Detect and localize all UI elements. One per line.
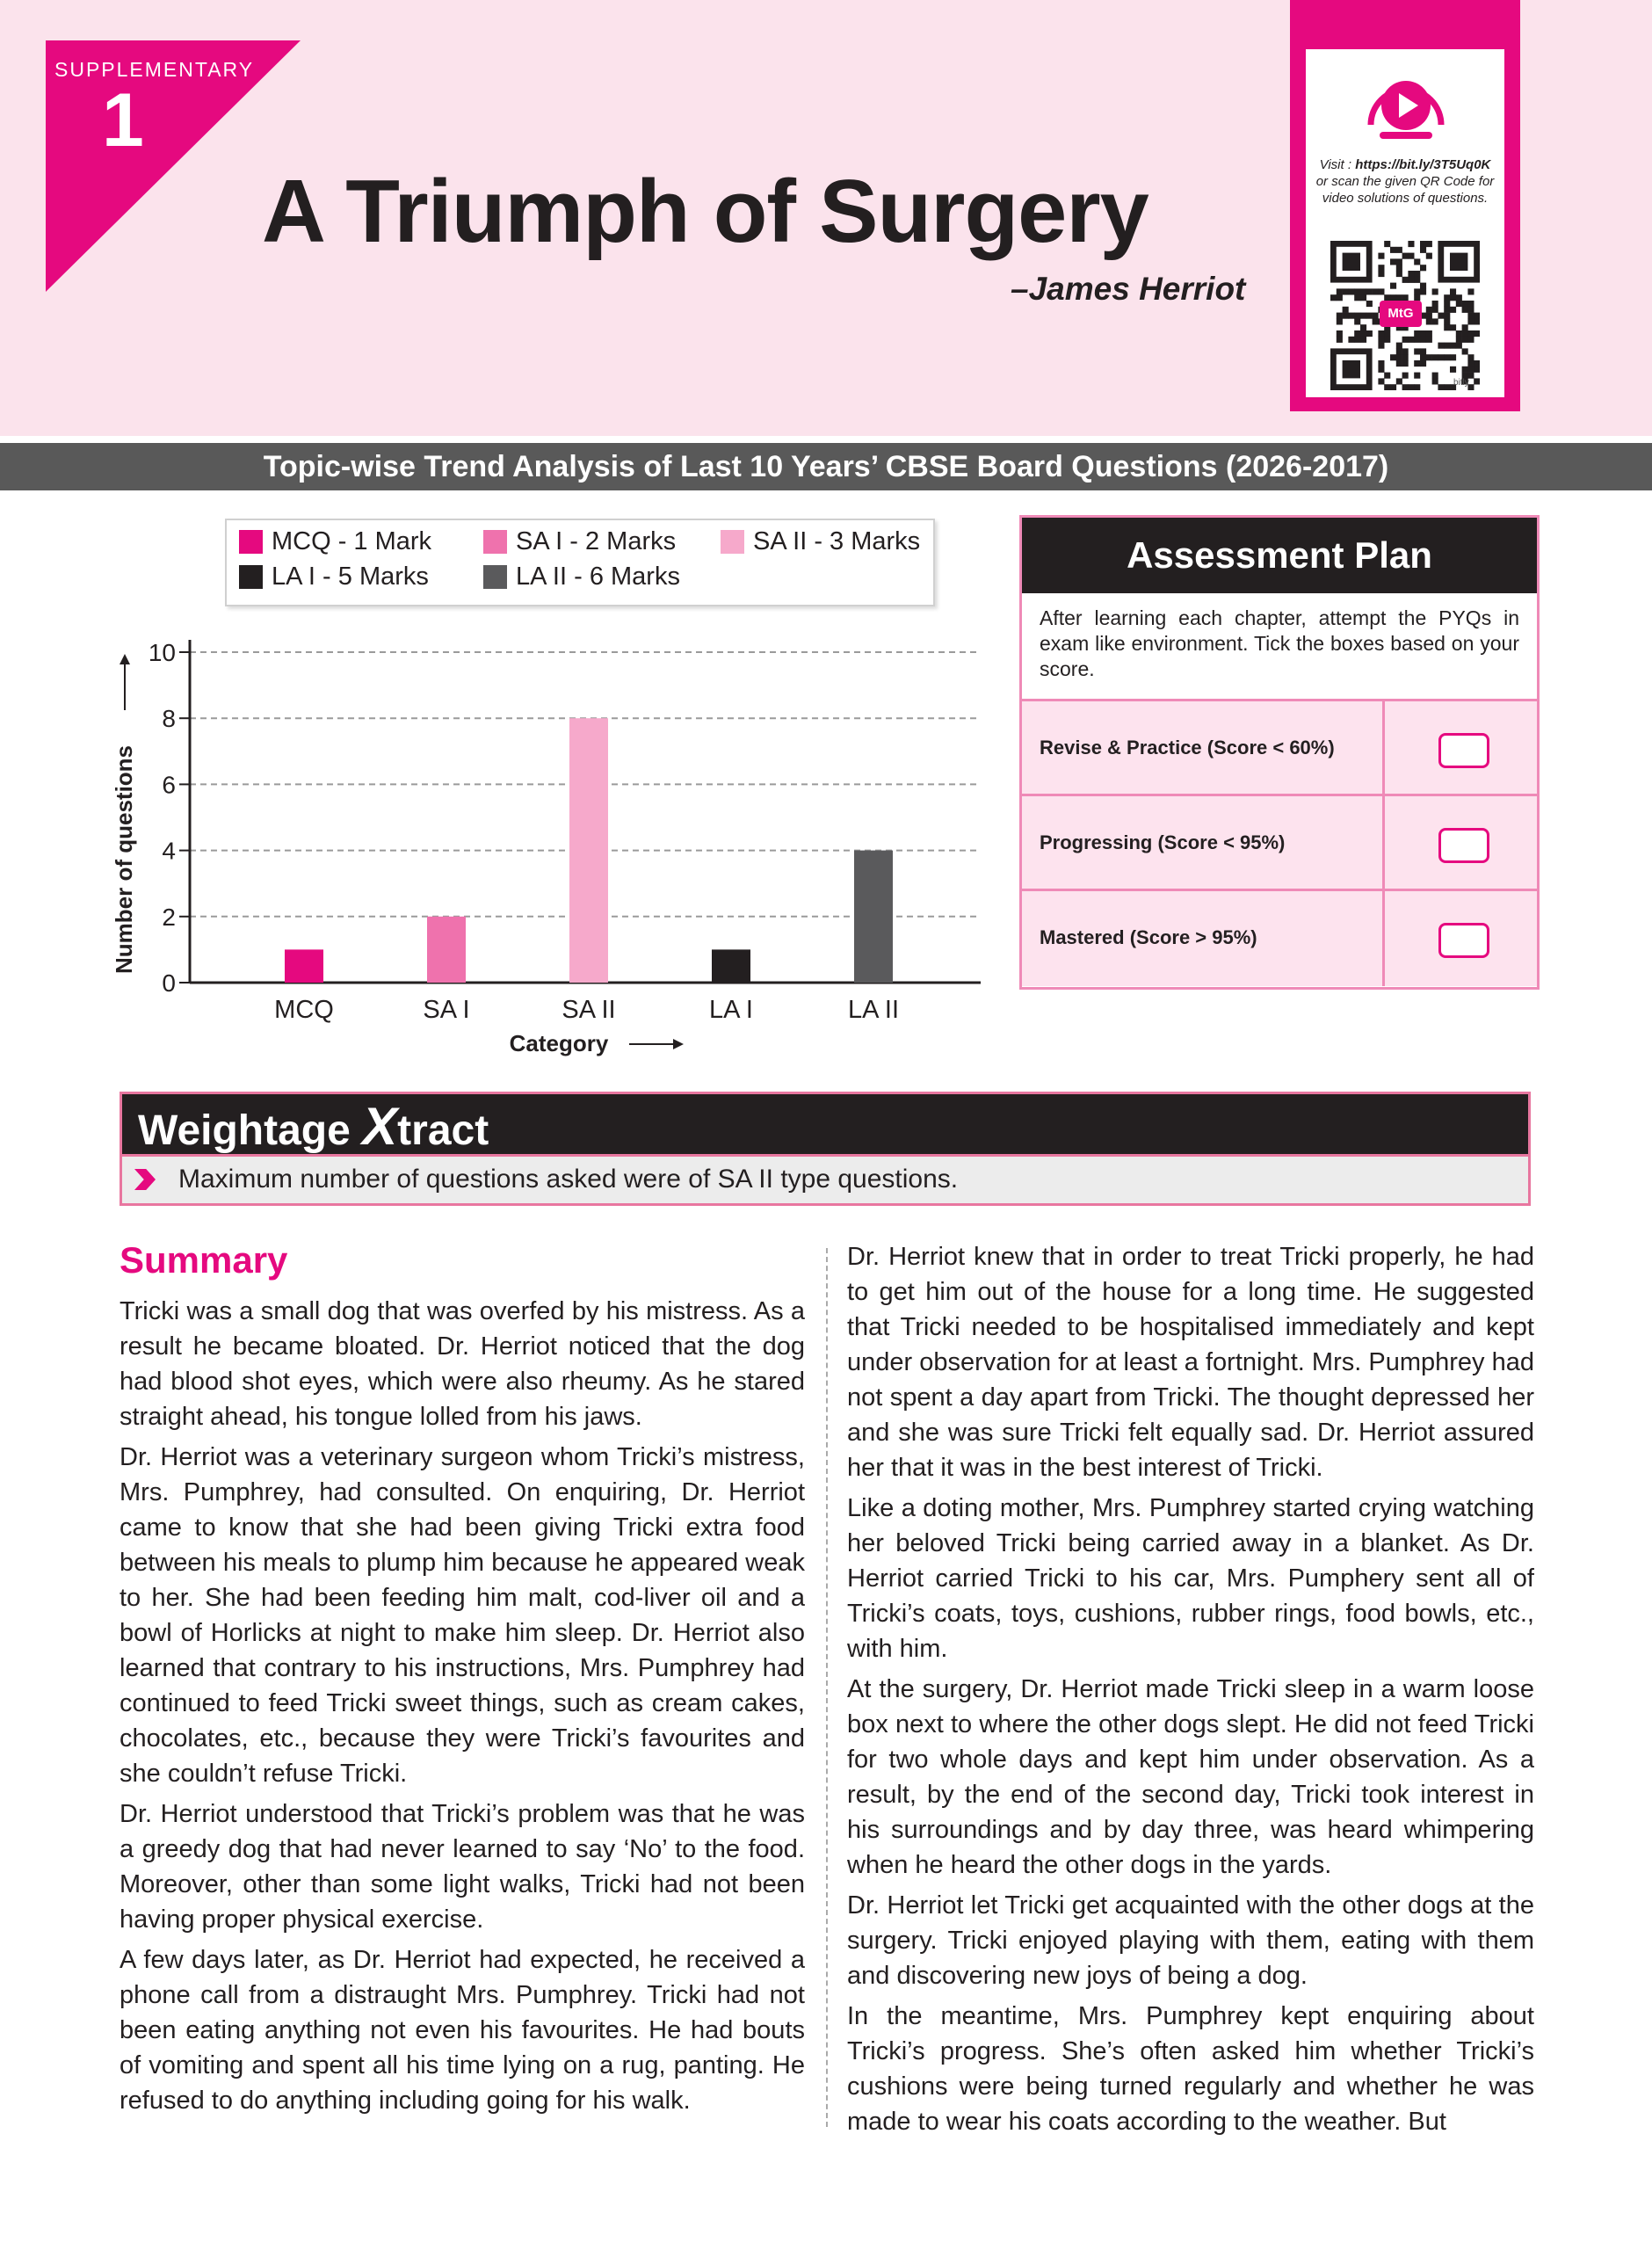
qr-module [1467,288,1474,294]
chapter-number: 1 [102,78,144,163]
qr-module [1378,271,1384,277]
qr-module [1432,307,1438,313]
qr-module [1467,354,1474,360]
legend-swatch [483,565,507,589]
qr-module [1384,330,1390,337]
qr-module [1420,360,1426,367]
qr-module [1432,318,1438,324]
qr-module [1408,253,1414,259]
qr-instruction-text: or scan the given QR Code for video solutions of questions. [1315,174,1495,206]
qr-module [1444,343,1450,349]
summary-right-column [847,1239,1534,2145]
qr-module [1450,343,1456,349]
qr-module [1462,301,1468,307]
qr-module [1467,360,1474,367]
bar [427,917,466,983]
qr-module [1402,384,1409,390]
qr-module [1408,277,1414,283]
qr-module [1343,313,1349,319]
legend-label: SA II - 3 Marks [753,527,921,555]
qr-module [1408,384,1414,390]
column-divider [826,1248,828,2127]
bar [712,949,750,983]
qr-module [1432,378,1438,384]
legend-item [721,527,920,556]
qr-module [1474,367,1480,373]
y-tick-label: 6 [162,771,176,799]
qr-module [1360,324,1366,330]
summary-heading: Summary [120,1239,288,1281]
author-name: –James Herriot [1011,271,1246,307]
qr-module [1432,373,1438,379]
qr-module [1337,294,1343,301]
qr-module [1366,301,1373,307]
qr-module [1378,265,1384,271]
qr-module [1396,343,1402,349]
bar [854,851,893,983]
qr-footer-text: bitly [1453,378,1469,388]
qr-module [1390,247,1396,253]
x-tick-label: SA II [562,996,616,1024]
qr-module [1426,354,1432,360]
qr-module [1432,288,1438,294]
qr-module [1420,354,1426,360]
summary-paragraph: In the meantime, Mrs. Pumphrey kept enquiring about Tricki’s progress. She’s often asked him whether Tricki’s cushions were being turned regularly and whether he was made to wear his coats according to the weather. But [847,2002,1534,2136]
weightage-note [120,1157,1531,1206]
qr-module [1402,277,1409,283]
qr-module [1348,288,1354,294]
qr-module [1396,258,1402,265]
y-tick-label: 4 [162,837,176,865]
score-checkbox[interactable] [1438,733,1489,768]
qr-module [1378,343,1384,349]
qr-module [1396,378,1402,384]
legend-item [483,527,676,556]
qr-module [1456,330,1462,337]
qr-module [1384,337,1390,343]
qr-module [1390,283,1396,289]
qr-module [1378,367,1384,373]
qr-module [1378,337,1384,343]
qr-module [1438,354,1444,360]
qr-module [1354,330,1360,337]
page-title: A Triumph of Surgery [262,163,1148,261]
qr-module [1354,313,1360,319]
y-axis-arrow-head [120,654,130,664]
y-axis-label: Number of questions [111,744,137,975]
weightage-title-x: X [362,1097,398,1156]
legend-label: SA I - 2 Marks [516,527,677,555]
qr-module [1438,313,1444,319]
qr-module [1426,330,1432,337]
qr-module [1396,354,1402,360]
qr-module [1348,313,1354,319]
assessment-row-label: Mastered (Score > 95%) [1040,926,1257,948]
qr-module [1474,378,1480,384]
y-tick-label: 10 [148,639,176,666]
qr-module [1396,348,1402,354]
qr-module [1420,283,1426,289]
qr-module [1456,343,1462,349]
qr-module [1438,343,1444,349]
y-tick-label: 2 [162,903,176,931]
qr-module [1373,313,1379,319]
summary-paragraph: Dr. Herriot let Tricki get acquainted with the other dogs at the surgery. Tricki enjoyed playing with them, eating with them and discovering new joys of being a dog. [847,1891,1534,1990]
qr-module [1402,373,1409,379]
legend-label: LA I - 5 Marks [272,562,429,591]
qr-module [1456,294,1462,301]
bar-chart [105,615,1002,1072]
qr-module [1474,360,1480,367]
x-tick-label: LA I [709,996,753,1024]
qr-module [1450,324,1456,330]
qr-module [1354,337,1360,343]
assessment-row [1022,794,1537,891]
qr-instructions [1309,156,1501,207]
qr-module [1414,277,1420,283]
legend-label: MCQ - 1 Mark [272,527,432,555]
qr-module [1462,337,1468,343]
trend-analysis-title: Topic-wise Trend Analysis of Last 10 Years’ CBSE Board Questions (2026-2017) [0,443,1652,490]
qr-module [1426,337,1432,343]
weightage-note-text: Maximum number of questions asked were of SA II type questions. [178,1165,959,1194]
qr-module [1366,288,1373,294]
legend-swatch [239,565,263,589]
weightage-title-prefix: Weightage [138,1107,363,1154]
qr-module [1360,294,1366,301]
qr-module [1420,265,1426,271]
qr-module [1414,360,1420,367]
x-tick-label: MCQ [274,996,334,1024]
qr-module [1450,294,1456,301]
qr-module [1384,384,1390,390]
assessment-row-divider [1382,701,1385,796]
qr-module [1330,294,1337,301]
qr-module [1414,373,1420,379]
qr-module [1420,247,1426,253]
weightage-xtract-title [120,1092,1531,1157]
qr-module [1378,330,1384,337]
qr-logo: MtG [1380,301,1422,327]
qr-module [1426,253,1432,259]
qr-module [1343,360,1360,378]
qr-module [1402,360,1409,367]
qr-module [1414,258,1420,265]
qr-module [1467,307,1474,313]
qr-module [1426,313,1432,319]
qr-module [1360,313,1366,319]
qr-module [1354,294,1360,301]
qr-module [1444,294,1450,301]
qr-module [1384,241,1390,247]
qr-module [1373,288,1379,294]
assessment-row [1022,889,1537,986]
qr-module [1348,337,1354,343]
arrow-bullet-icon [134,1169,156,1190]
assessment-row-divider [1382,891,1385,986]
qr-module [1337,313,1343,319]
qr-module [1414,288,1420,294]
qr-module [1402,354,1409,360]
qr-module [1354,318,1360,324]
qr-module [1420,337,1426,343]
qr-module [1408,337,1414,343]
qr-module [1414,271,1420,277]
qr-module [1337,330,1343,337]
chart-legend [225,519,935,606]
qr-module [1366,313,1373,319]
qr-module [1354,288,1360,294]
qr-module [1414,384,1420,390]
qr-module [1474,318,1480,324]
legend-swatch [721,530,744,554]
qr-module [1378,360,1384,367]
qr-module [1414,330,1420,337]
qr-module [1373,318,1379,324]
qr-module [1420,348,1426,354]
bar [285,949,323,983]
video-play-icon [1360,62,1452,146]
qr-module [1402,337,1409,343]
qr-module [1343,307,1349,313]
qr-module [1378,288,1384,294]
qr-module [1396,265,1402,271]
qr-module [1384,373,1390,379]
legend-item [239,527,431,556]
legend-item [483,562,680,592]
score-checkbox[interactable] [1438,828,1489,863]
qr-module [1462,307,1468,313]
x-tick-label: LA II [847,996,900,1024]
qr-module [1402,253,1409,259]
qr-module [1426,318,1432,324]
x-axis-arrow-head [673,1039,684,1049]
qr-module [1343,253,1360,271]
qr-module [1444,307,1450,313]
qr-module [1432,301,1438,307]
qr-module [1390,384,1396,390]
qr-module [1337,337,1343,343]
assessment-intro: After learning each chapter, attempt the PYQs in exam like environment. Tick the boxes based on your score. [1040,606,1519,680]
qr-module [1426,307,1432,313]
qr-module [1467,367,1474,373]
qr-module [1444,318,1450,324]
qr-module [1467,313,1474,319]
supplementary-label: SUPPLEMENTARY [54,58,255,81]
qr-module [1444,324,1450,330]
qr-module [1390,354,1396,360]
assessment-row-label: Revise & Practice (Score < 60%) [1040,737,1335,758]
qr-module [1390,258,1396,265]
qr-module [1366,330,1373,337]
qr-module [1462,324,1468,330]
qr-module [1378,378,1384,384]
qr-module [1414,348,1420,354]
legend-swatch [239,530,263,554]
qr-module [1456,301,1462,307]
summary-paragraph: Dr. Herriot knew that in order to treat Tricki properly, he had to get him out of the house for a long time. He suggested that Tricki needed to be hospitalised immediately and kept under observation for at least a fortnight. Mrs. Pumphrey had not spent a day apart from Tricki. The thought depressed her and she was sure Tricki felt equally sad. Dr. Herriot assured her that it was in the best interest of Tricki. [847,1243,1534,1482]
qr-module [1444,301,1450,307]
qr-module [1467,318,1474,324]
summary-paragraph: Dr. Herriot understood that Tricki’s problem was that he was a greedy dog that had never learned to say ‘No’ to the food. Moreover, other than some light walks, Tricki had not been having proper physical exercise. [120,1800,805,1934]
qr-module [1450,288,1456,294]
qr-module [1462,367,1468,373]
qr-module [1337,318,1343,324]
qr-module [1432,354,1438,360]
summary-paragraph: Tricki was a small dog that was overfed by his mistress. As a result he became bloated. Dr. Herriot noticed that the dog had blood shot eyes, which were also rheumy. As he stared straight ahead, his tongue lolled from his jaws. [120,1297,805,1431]
qr-module [1462,348,1468,354]
qr-module [1456,337,1462,343]
qr-visit-label: Visit : [1319,157,1352,172]
qr-module [1396,247,1402,253]
qr-module [1360,330,1366,337]
qr-module [1343,288,1349,294]
legend-label: LA II - 6 Marks [516,562,680,591]
qr-module [1474,330,1480,337]
qr-module [1402,348,1409,354]
qr-module [1450,367,1456,373]
score-checkbox[interactable] [1438,923,1489,958]
qr-module [1438,384,1444,390]
summary-left-column [120,1294,805,2123]
qr-module [1467,301,1474,307]
qr-module [1444,313,1450,319]
qr-module [1462,330,1468,337]
qr-module [1378,253,1384,259]
qr-module [1450,253,1467,271]
x-tick-label: SA I [423,996,470,1024]
summary-paragraph: Like a doting mother, Mrs. Pumphrey started crying watching her beloved Tricki being carried away in a blanket. As Dr. Herriot carried Tricki to his car, Mrs. Pumphery sent all of Tricki’s coats, toys, cushions, rubber rings, food bowls, etc., with him. [847,1494,1534,1663]
x-axis-label: Category [509,1030,609,1056]
qr-module [1396,360,1402,367]
legend-item [239,562,429,592]
assessment-title: Assessment Plan [1022,518,1537,593]
y-tick-label: 0 [162,969,176,997]
summary-paragraph: Dr. Herriot was a veterinary surgeon whom Tricki’s mistress, Mrs. Pumphrey, had consulted. On enquiring, Dr. Herriot came to know that she had been giving Tricki extra food between his meals to plump him because he appeared weak to her. She had been feeding him malt, cod-liver oil and a bowl of Horlicks at night to make him sleep. Dr. Herriot also learned that contrary to his instructions, Mrs. Pumphrey had continued to feed Tricki sweet things, such as cream cakes, chocolates, etc., because they were Tricki’s favourites and she couldn’t refuse Tricki. [120,1443,805,1788]
qr-module [1337,288,1343,294]
qr-module [1444,384,1450,390]
qr-module [1408,271,1414,277]
qr-module [1426,241,1432,247]
qr-module [1420,330,1426,337]
summary-paragraph: A few days later, as Dr. Herriot had expected, he received a phone call from a distraught Mrs. Pumphrey. Tricki had not been eating anything not even his favourites. He had bouts of vomiting and spent all his time lying on a rug, panting. He refused to do anything including going for his walk. [120,1946,805,2115]
qr-module [1408,241,1414,247]
qr-module [1467,330,1474,337]
qr-url[interactable]: https://bit.ly/3T5Uq0K [1355,157,1491,172]
assessment-row-divider [1382,796,1385,891]
qr-module [1414,337,1420,343]
qr-module [1396,271,1402,277]
qr-module [1444,354,1450,360]
qr-module [1474,313,1480,319]
bar [569,718,608,983]
qr-module [1420,288,1426,294]
qr-module [1360,337,1366,343]
legend-swatch [483,530,507,554]
weightage-title-suffix: tract [397,1107,489,1154]
assessment-row [1022,699,1537,796]
qr-module [1450,307,1456,313]
qr-module [1360,288,1366,294]
qr-module [1467,337,1474,343]
summary-paragraph: At the surgery, Dr. Herriot made Tricki sleep in a warm loose box next to where the other dogs slept. He did not feed Tricki for two whole days and kept him under observation. As a result, by the end of the second day, Tricki took interest in his surroundings and by day three, was heard whimpering when he heard the other dogs in the yards. [847,1675,1534,1879]
qr-module [1450,354,1456,360]
qr-module [1420,241,1426,247]
assessment-plan [1019,515,1540,990]
assessment-row-label: Progressing (Score < 95%) [1040,831,1286,853]
y-tick-label: 8 [162,705,176,733]
